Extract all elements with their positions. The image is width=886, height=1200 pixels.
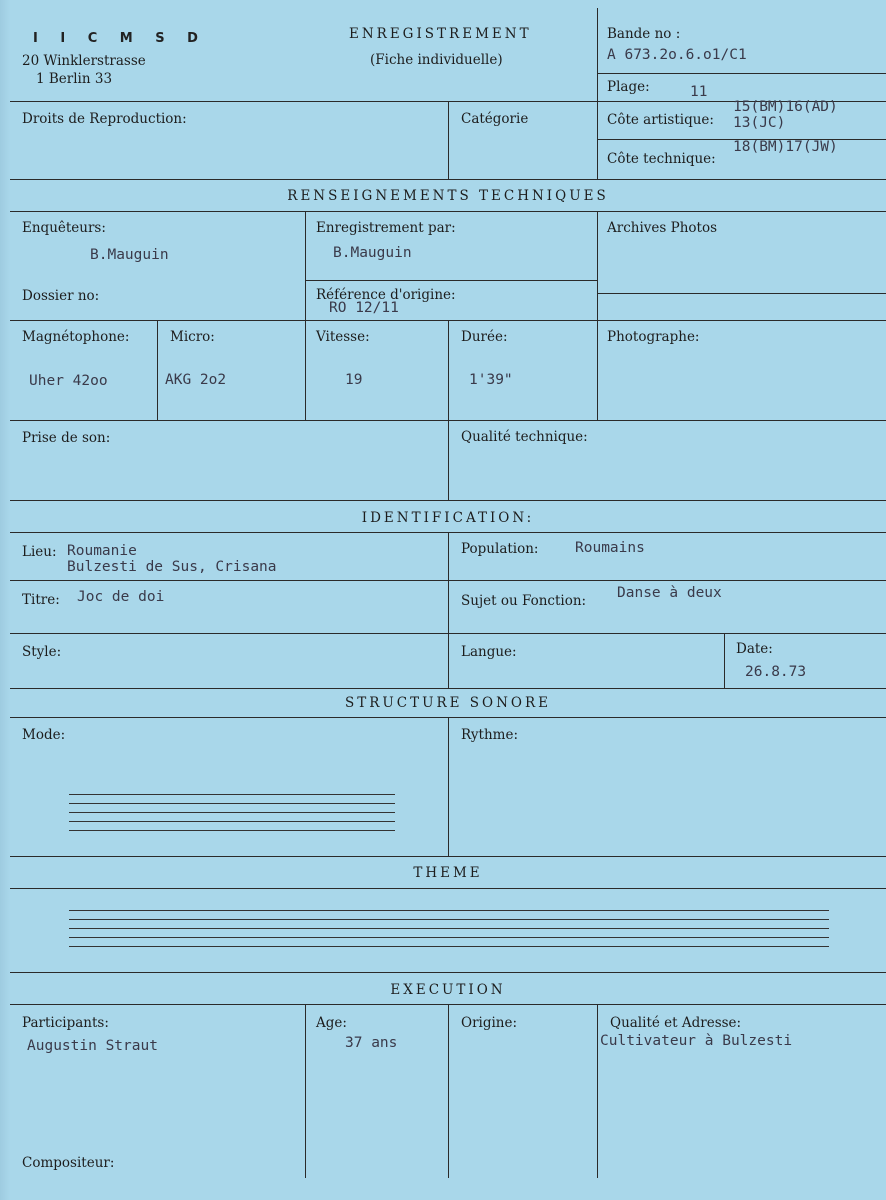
section-title-identification: IDENTIFICATION:	[361, 510, 535, 526]
rule-tech-title	[10, 211, 886, 212]
population-label: Population:	[461, 541, 539, 557]
mode-label: Mode:	[22, 727, 66, 743]
vitesse-label: Vitesse:	[316, 329, 370, 345]
langue-label: Langue:	[461, 644, 517, 660]
rule-prise-bottom	[10, 500, 886, 501]
vrule-header	[597, 8, 598, 179]
address-line-2: 1 Berlin 33	[36, 71, 113, 87]
card-edge	[0, 0, 10, 1200]
micro-label: Micro:	[170, 329, 215, 345]
rule-mode-bottom	[10, 856, 886, 857]
vrule-archives	[597, 211, 598, 420]
address-line-1: 20 Winklerstrasse	[22, 53, 146, 69]
vrule-qualite	[597, 1004, 598, 1178]
vrule-enq	[305, 211, 306, 420]
section-title-execution: EXECUTION	[390, 982, 506, 998]
section-title-technique: RENSEIGNEMENTS TECHNIQUES	[287, 188, 609, 204]
participants-label: Participants:	[22, 1015, 109, 1031]
vrule-mode	[448, 717, 449, 856]
org-logo-text: I I C M S D	[33, 31, 207, 46]
rule-archives-bottom	[597, 293, 886, 294]
bande-label: Bande no :	[607, 26, 681, 42]
cote-artistique-label: Côte artistique:	[607, 112, 714, 128]
rule-enq-bottom	[305, 280, 597, 281]
droits-label: Droits de Reproduction:	[22, 111, 187, 127]
rule-theme-bottom	[10, 972, 886, 973]
enregistrement-par-value: B.Mauguin	[333, 245, 412, 261]
rule-bande	[597, 73, 886, 74]
rule-style-bottom	[10, 688, 886, 689]
qualite-adresse-label: Qualité et Adresse:	[610, 1015, 742, 1031]
prise-de-son-label: Prise de son:	[22, 430, 111, 446]
sujet-value: Danse à deux	[617, 585, 722, 601]
plage-label: Plage:	[607, 79, 650, 95]
participants-value: Augustin Straut	[27, 1038, 158, 1054]
dossier-label: Dossier no:	[22, 288, 100, 304]
population-value: Roumains	[575, 540, 645, 556]
enqueteurs-label: Enquêteurs:	[22, 220, 106, 236]
photographe-label: Photographe:	[607, 329, 700, 345]
vrule-prise	[448, 420, 449, 500]
sujet-label: Sujet ou Fonction:	[461, 593, 587, 609]
qualite-adresse-value: Cultivateur à Bulzesti	[600, 1033, 793, 1049]
vrule-ident	[448, 532, 449, 688]
reference-label: Référence d'origine:	[316, 287, 456, 303]
reference-value: RO 12/11	[329, 300, 399, 316]
magnetophone-label: Magnétophone:	[22, 329, 130, 345]
vrule-micro	[157, 320, 158, 420]
lieu-line-1: Roumanie	[67, 543, 137, 559]
compositeur-label: Compositeur:	[22, 1155, 115, 1171]
rule-rights-bottom	[10, 179, 886, 180]
vrule-duree	[448, 320, 449, 420]
lieu-line-2: Bulzesti de Sus, Crisana	[67, 559, 277, 575]
cote-artistique-line2: 13(JC)	[733, 115, 786, 131]
titre-value: Joc de doi	[77, 589, 165, 605]
origine-label: Origine:	[461, 1015, 518, 1031]
cote-artistique-line1: 15(BM)16(AD)	[733, 99, 838, 115]
vrule-date	[724, 633, 725, 688]
vitesse-value: 19	[345, 372, 363, 388]
qualite-technique-label: Qualité technique:	[461, 429, 588, 445]
style-label: Style:	[22, 644, 62, 660]
duree-label: Durée:	[461, 329, 508, 345]
age-label: Age:	[316, 1015, 347, 1031]
section-title-theme: THEME	[413, 865, 483, 881]
categorie-label: Catégorie	[461, 111, 529, 127]
lieu-label: Lieu:	[22, 544, 57, 560]
magnetophone-value: Uher 42oo	[29, 373, 108, 389]
section-title-structure: STRUCTURE SONORE	[344, 695, 552, 711]
archives-photos-label: Archives Photos	[607, 220, 717, 236]
vrule-age	[305, 1004, 306, 1178]
bande-value: A 673.2o.6.o1/C1	[607, 47, 747, 63]
date-label: Date:	[736, 641, 773, 657]
plage-value: 11	[690, 84, 708, 100]
date-value: 26.8.73	[745, 664, 807, 680]
micro-value: AKG 2o2	[165, 372, 227, 388]
rythme-label: Rythme:	[461, 727, 519, 743]
titre-label: Titre:	[22, 592, 60, 608]
rule-theme-title	[10, 888, 886, 889]
cote-technique-value: 18(BM)17(JW)	[733, 139, 838, 155]
cote-technique-label: Côte technique:	[607, 151, 716, 167]
enqueteurs-value: B.Mauguin	[90, 247, 169, 263]
vrule-origine	[448, 1004, 449, 1178]
age-value: 37 ans	[345, 1035, 398, 1051]
vrule-categorie	[448, 101, 449, 179]
enregistrement-par-label: Enregistrement par:	[316, 220, 456, 236]
duree-value: 1'39"	[469, 372, 513, 388]
card-subtitle: (Fiche individuelle)	[370, 52, 503, 68]
card-title: ENREGISTREMENT	[349, 26, 532, 42]
